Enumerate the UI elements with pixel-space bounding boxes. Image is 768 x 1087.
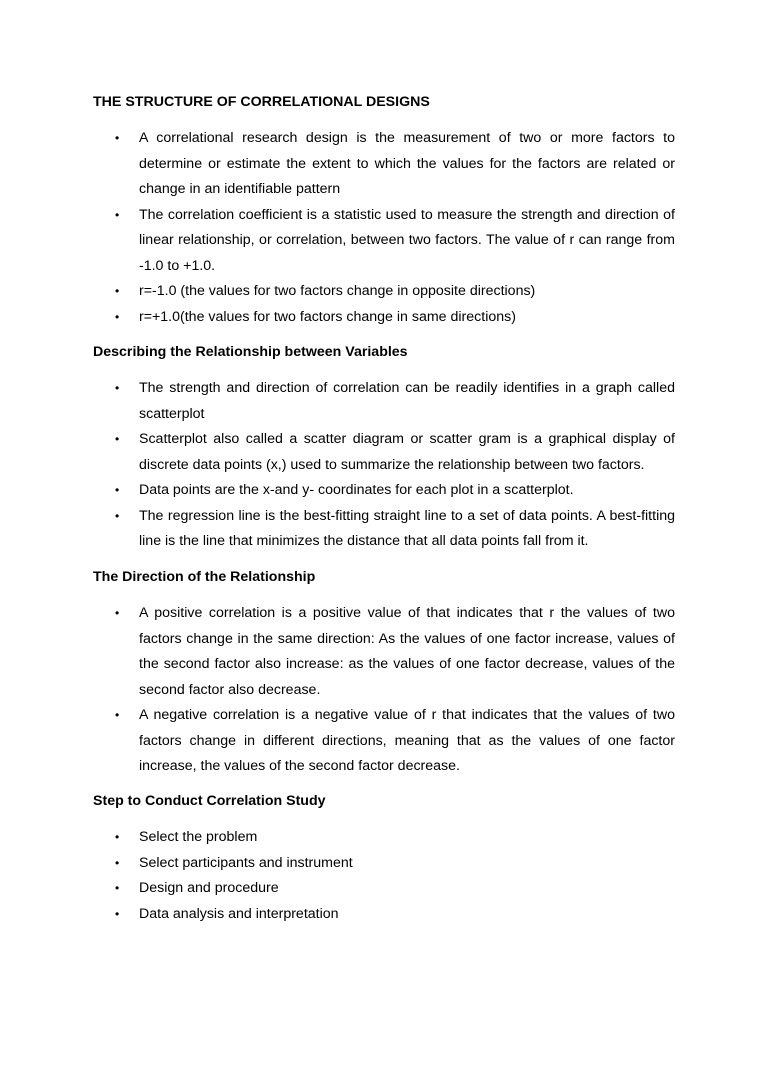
list-item: • A positive correlation is a positive value of that indicates that r the values of two factors change in the same direction: As the values of one factor increase, values of the second factor also increase: as the values of one factor decrease, values of the second factor also decrease. bbox=[115, 601, 675, 703]
bullet-icon: • bbox=[115, 830, 120, 844]
section-heading-describing: Describing the Relationship between Variables bbox=[93, 344, 408, 360]
bullet-icon: • bbox=[115, 606, 120, 620]
bullet-list-describing bbox=[115, 376, 675, 555]
bullet-icon: • bbox=[115, 381, 120, 395]
list-item: • Select participants and instrument bbox=[115, 851, 675, 877]
list-item: • The strength and direction of correlation can be readily identifies in a graph called scatterplot bbox=[115, 376, 675, 427]
bullet-icon: • bbox=[115, 309, 120, 324]
list-item: • Select the problem bbox=[115, 825, 675, 851]
bullet-icon: • bbox=[115, 131, 120, 145]
bullet-list-structure bbox=[115, 126, 675, 330]
bullet-icon: • bbox=[115, 708, 120, 722]
list-item: • Data analysis and interpretation bbox=[115, 902, 675, 928]
list-item: • The regression line is the best-fitting straight line to a set of data points. A best-fitting line is the line that minimizes the distance that all data points fall from it. bbox=[115, 504, 675, 555]
list-item: • r=-1.0 (the values for two factors change in opposite directions) bbox=[115, 279, 675, 305]
bullet-icon: • bbox=[115, 432, 120, 446]
bullet-icon: • bbox=[115, 906, 120, 921]
bullet-icon: • bbox=[115, 284, 120, 298]
list-item: • Design and procedure bbox=[115, 876, 675, 902]
bullet-icon: • bbox=[115, 508, 120, 523]
list-item: • Data points are the x-and y- coordinates for each plot in a scatterplot. bbox=[115, 478, 675, 504]
list-item: • r=+1.0(the values for two factors change in same directions) bbox=[115, 305, 675, 331]
list-item: • Scatterplot also called a scatter diagram or scatter gram is a graphical display of discrete data points (x,) used to summarize the relationship between two factors. bbox=[115, 427, 675, 478]
section-heading-direction: The Direction of the Relationship bbox=[93, 569, 316, 585]
section-heading-steps: Step to Conduct Correlation Study bbox=[93, 793, 326, 809]
section-heading-structure: THE STRUCTURE OF CORRELATIONAL DESIGNS bbox=[93, 94, 430, 110]
bullet-list-steps bbox=[115, 825, 675, 927]
bullet-list-direction bbox=[115, 601, 675, 780]
bullet-icon: • bbox=[115, 207, 120, 222]
list-item: • A negative correlation is a negative value of r that indicates that the values of two factors change in different directions, meaning that as the values of one factor increase, the values of the second factor decrease. bbox=[115, 703, 675, 780]
list-item: • A correlational research design is the measurement of two or more factors to determine or estimate the extent to which the values for the factors are related or change in an identifiable pattern bbox=[115, 126, 675, 203]
bullet-icon: • bbox=[115, 855, 120, 870]
bullet-icon: • bbox=[115, 483, 120, 497]
list-item: • The correlation coefficient is a statistic used to measure the strength and direction of linear relationship, or correlation, between two factors. The value of r can range from -1.0 to +1.0. bbox=[115, 203, 675, 280]
bullet-icon: • bbox=[115, 881, 120, 895]
